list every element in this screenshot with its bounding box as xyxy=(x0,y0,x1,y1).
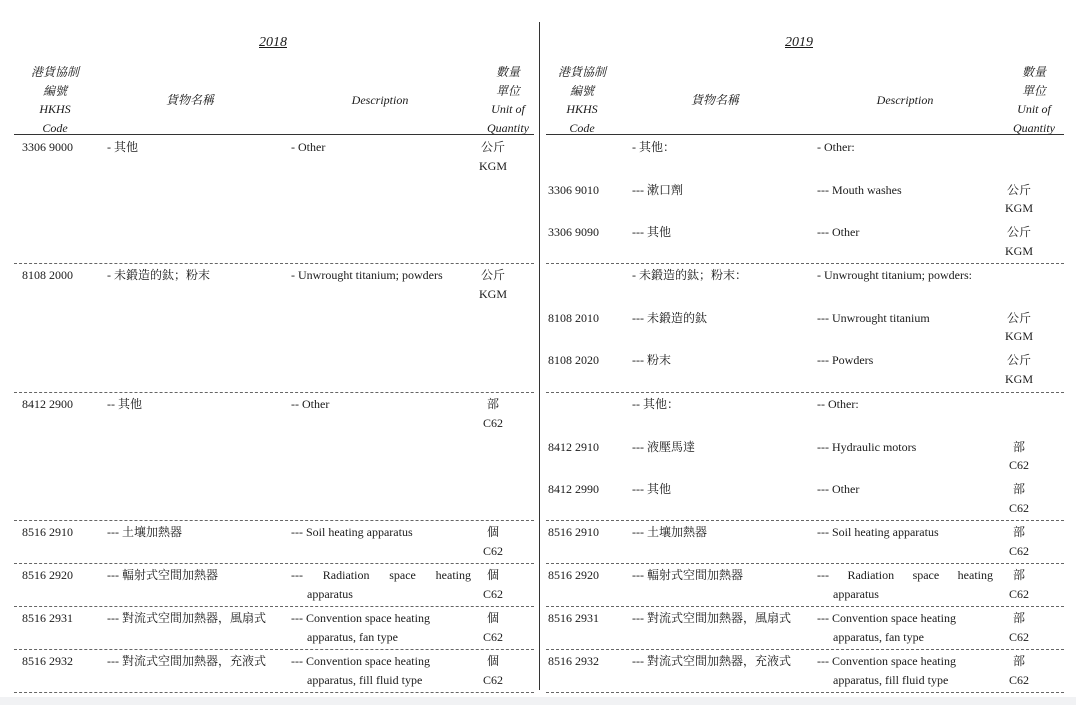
unit-of-quantity-right: C62 xyxy=(1008,500,1029,515)
description-line: apparatus xyxy=(833,586,879,601)
goods-name-zh-right: --- 其他 xyxy=(632,225,671,239)
description-right: --- Powders xyxy=(817,353,874,367)
unit-of-quantity-left: C62 xyxy=(482,586,503,601)
goods-name-zh-right: --- 對流式空間加熱器，風扇式 xyxy=(632,611,791,625)
hs-code-right: 8516 2931 xyxy=(548,611,599,625)
unit-of-quantity-left: 個 xyxy=(486,654,499,668)
hs-code-right: 3306 9090 xyxy=(548,225,599,239)
unit-of-quantity-right: KGM xyxy=(1004,371,1033,386)
header-rule-right xyxy=(546,134,1064,135)
header-rule-left xyxy=(14,134,534,135)
description-line: apparatus, fan type xyxy=(307,629,398,644)
header-code-left xyxy=(20,63,90,137)
description-line: --- Convention space heating xyxy=(817,611,956,625)
row-separator-left xyxy=(14,649,534,650)
description-left xyxy=(291,609,471,646)
header-code-line: Code xyxy=(569,120,595,135)
unit-of-quantity-left: C62 xyxy=(482,543,503,558)
unit-of-quantity-right: C62 xyxy=(1008,672,1029,687)
hs-code-right: 8412 2910 xyxy=(548,439,599,454)
unit-of-quantity-left: C62 xyxy=(482,415,503,430)
goods-name-zh-left: --- 土壤加熱器 xyxy=(107,525,182,539)
description-right: -- Other: xyxy=(817,397,859,411)
header-unit-line: Quantity xyxy=(487,120,529,135)
hs-code-right: 8108 2010 xyxy=(548,310,599,325)
goods-name-zh-left: --- 對流式空間加熱器，風扇式 xyxy=(107,611,266,625)
row-separator-right xyxy=(546,692,1064,693)
hs-code-left: 8108 2000 xyxy=(22,268,73,282)
header-unit-line: Unit of xyxy=(1017,102,1051,116)
description-line: apparatus, fill fluid type xyxy=(833,672,949,687)
hs-code-left: 8516 2931 xyxy=(22,611,73,625)
unit-of-quantity-left: 個 xyxy=(486,568,499,582)
header-unit-right xyxy=(1006,63,1062,137)
header-code-right xyxy=(547,63,617,137)
header-description-right: Description xyxy=(876,93,934,107)
header-name-zh-right: 貨物名稱 xyxy=(690,93,739,107)
goods-name-zh-right: --- 輻射式空間加熱器 xyxy=(632,568,743,582)
unit-of-quantity-left: 公斤 xyxy=(480,140,505,154)
unit-of-quantity-right: 部 xyxy=(1012,482,1025,496)
description-right: --- Other xyxy=(817,482,860,496)
description-right: --- Other xyxy=(817,225,860,239)
description-right xyxy=(817,652,993,689)
header-code-line: 編號 xyxy=(569,83,594,98)
unit-of-quantity-left: KGM xyxy=(478,286,507,301)
unit-of-quantity-right: KGM xyxy=(1004,329,1033,343)
unit-of-quantity-right: KGM xyxy=(1004,201,1033,215)
goods-name-zh-left: - 未鍛造的鈦；粉末 xyxy=(107,268,210,282)
unit-of-quantity-right: C62 xyxy=(1008,629,1029,644)
goods-name-zh-right: --- 土壤加熱器 xyxy=(632,525,707,539)
description-left: --- Soil heating apparatus xyxy=(291,525,413,539)
description-left: - Other xyxy=(291,140,326,154)
unit-of-quantity-left: C62 xyxy=(482,629,503,644)
unit-of-quantity-right: 公斤 xyxy=(1006,182,1031,197)
goods-name-zh-left: --- 對流式空間加熱器，充液式 xyxy=(107,654,266,668)
hs-code-left: 8516 2920 xyxy=(22,568,73,582)
hs-code-right: 8516 2910 xyxy=(548,525,599,539)
description-right: - Other: xyxy=(817,140,855,154)
header-code-line: HKHS xyxy=(566,102,598,116)
hs-code-right: 3306 9010 xyxy=(548,182,599,197)
description-line: --- Convention space heating xyxy=(817,654,956,668)
description-line: --- Convention space heating xyxy=(291,654,430,668)
description-line: --- Radiation space heating xyxy=(817,568,993,582)
unit-of-quantity-right: 部 xyxy=(1012,654,1025,668)
header-unit-line: Quantity xyxy=(1013,120,1055,135)
unit-of-quantity-right: 部 xyxy=(1012,439,1025,454)
unit-of-quantity-left: C62 xyxy=(482,672,503,687)
description-right: --- Unwrought titanium xyxy=(817,310,930,325)
header-code-line: 編號 xyxy=(42,83,67,98)
header-unit-line: 數量 xyxy=(1021,65,1046,79)
unit-of-quantity-right: 部 xyxy=(1012,568,1025,582)
header-unit-line: 單位 xyxy=(495,83,520,98)
header-unit-line: Unit of xyxy=(491,102,525,116)
column-divider xyxy=(539,22,540,690)
goods-name-zh-right: - 其他： xyxy=(632,140,675,154)
goods-name-zh-right: -- 其他： xyxy=(632,397,679,411)
hs-code-left: 8412 2900 xyxy=(22,397,73,411)
unit-of-quantity-left: 公斤 xyxy=(480,268,505,282)
row-separator-right xyxy=(546,606,1064,607)
unit-of-quantity-right: C62 xyxy=(1008,458,1029,472)
description-left: - Unwrought titanium; powders xyxy=(291,268,443,282)
row-separator-right xyxy=(546,649,1064,650)
goods-name-zh-right: --- 其他 xyxy=(632,482,671,496)
goods-name-zh-left: --- 輻射式空間加熱器 xyxy=(107,568,218,582)
description-line: --- Convention space heating xyxy=(291,611,430,625)
year-heading-2018: 2018 xyxy=(259,35,287,50)
row-separator-right xyxy=(546,263,1064,264)
goods-name-zh-right: --- 未鍛造的鈦 xyxy=(632,310,707,325)
hs-code-left: 8516 2910 xyxy=(22,525,73,539)
header-code-line: Code xyxy=(42,120,68,135)
header-name-zh-left: 貨物名稱 xyxy=(165,93,214,107)
row-separator-right xyxy=(546,563,1064,564)
row-separator-left xyxy=(14,692,534,693)
description-right xyxy=(817,609,993,646)
goods-name-zh-right: --- 對流式空間加熱器，充液式 xyxy=(632,654,791,668)
hs-code-left: 8516 2932 xyxy=(22,654,73,668)
description-line: --- Radiation space heating xyxy=(291,568,471,582)
header-code-line: HKHS xyxy=(39,102,71,116)
unit-of-quantity-right: 公斤 xyxy=(1006,310,1031,325)
goods-name-zh-left: -- 其他 xyxy=(107,397,142,411)
unit-of-quantity-left: 個 xyxy=(486,611,499,625)
description-line: apparatus, fill fluid type xyxy=(307,672,423,687)
goods-name-zh-right: --- 粉末 xyxy=(632,353,671,367)
hs-code-left: 3306 9000 xyxy=(22,140,73,154)
description-right: --- Mouth washes xyxy=(817,182,902,197)
hs-code-right: 8108 2020 xyxy=(548,353,599,367)
header-code-line: 港貨協制 xyxy=(557,65,606,79)
row-separator-left xyxy=(14,606,534,607)
unit-of-quantity-right: C62 xyxy=(1008,543,1029,558)
header-unit-left xyxy=(480,63,536,137)
header-description-left: Description xyxy=(351,93,409,107)
unit-of-quantity-right: C62 xyxy=(1008,586,1029,601)
unit-of-quantity-left: KGM xyxy=(478,158,507,173)
description-right: --- Soil heating apparatus xyxy=(817,525,939,539)
description-right: - Unwrought titanium; powders: xyxy=(817,268,972,282)
unit-of-quantity-left: 部 xyxy=(486,397,499,411)
row-separator-left xyxy=(14,563,534,564)
year-heading-2019: 2019 xyxy=(785,35,813,50)
header-unit-line: 數量 xyxy=(495,65,520,79)
goods-name-zh-right: --- 液壓馬達 xyxy=(632,439,695,454)
unit-of-quantity-right: 部 xyxy=(1012,611,1025,625)
row-separator-left xyxy=(14,520,534,521)
header-unit-line: 單位 xyxy=(1021,83,1046,98)
description-right xyxy=(817,566,993,603)
goods-name-zh-left: - 其他 xyxy=(107,140,138,154)
description-line: apparatus xyxy=(307,586,353,601)
goods-name-zh-right: --- 漱口劑 xyxy=(632,182,683,197)
description-left xyxy=(291,652,471,689)
hs-code-right: 8412 2990 xyxy=(548,482,599,496)
header-code-line: 港貨協制 xyxy=(30,65,79,79)
hs-code-right: 8516 2932 xyxy=(548,654,599,668)
unit-of-quantity-right: 公斤 xyxy=(1006,225,1031,239)
goods-name-zh-right: - 未鍛造的鈦；粉末： xyxy=(632,268,747,282)
description-left xyxy=(291,566,471,603)
unit-of-quantity-right: KGM xyxy=(1004,243,1033,258)
page-footer-bar xyxy=(0,697,1076,705)
description-left: -- Other xyxy=(291,397,330,411)
row-separator-left xyxy=(14,392,534,393)
row-separator-left xyxy=(14,263,534,264)
hs-code-right: 8516 2920 xyxy=(548,568,599,582)
row-separator-right xyxy=(546,520,1064,521)
description-line: apparatus, fan type xyxy=(833,629,924,644)
unit-of-quantity-left: 個 xyxy=(486,525,499,539)
unit-of-quantity-right: 部 xyxy=(1012,525,1025,539)
row-separator-right xyxy=(546,392,1064,393)
unit-of-quantity-right: 公斤 xyxy=(1006,353,1031,367)
description-right: --- Hydraulic motors xyxy=(817,439,917,454)
